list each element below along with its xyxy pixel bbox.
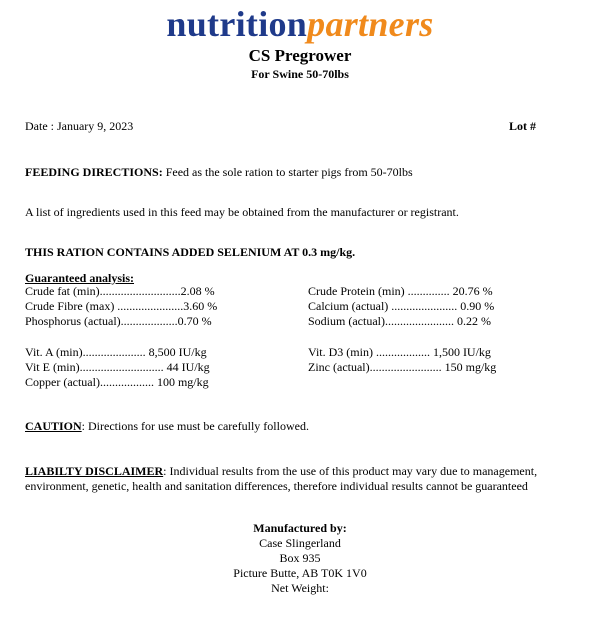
disclaimer-text-1: : Individual results from the use of this product may vary due to management, <box>163 464 538 478</box>
manufacturer-line: Picture Butte, AB T0K 1V0 <box>233 566 367 580</box>
logo-part-nutrition: nutrition <box>166 4 308 44</box>
analysis-left-row: Crude Fibre (max) ......................3.60 % <box>25 299 218 313</box>
manufacturer-line: Case Slingerland <box>259 536 341 550</box>
analysis-left-row: Phosphorus (actual)...................0.70 % <box>25 314 212 328</box>
vitamin-left-row: Vit. A (min)..................... 8,500 IU/kg <box>25 345 207 359</box>
product-subtitle: For Swine 50-70lbs <box>251 67 349 81</box>
analysis-heading: Guaranteed analysis: <box>25 271 135 285</box>
caution-label: CAUTION <box>25 419 82 433</box>
analysis-right-row: Crude Protein (min) .............. 20.76 % <box>308 284 493 298</box>
manufacturer-line: Box 935 <box>279 551 321 565</box>
lot-field: Lot # <box>509 119 536 133</box>
product-title: CS Pregrower <box>248 46 352 65</box>
caution-note <box>25 419 309 434</box>
feeding-label: FEEDING DIRECTIONS: <box>25 165 163 179</box>
disclaimer-label: LIABILTY DISCLAIMER <box>25 464 164 478</box>
vitamin-left-row: Vit E (min)............................ 44 IU/kg <box>25 360 210 374</box>
selenium-note: THIS RATION CONTAINS ADDED SELENIUM AT 0.3 mg/kg. <box>25 245 356 259</box>
disclaimer-line-1 <box>25 464 537 479</box>
vitamin-left-row: Copper (actual).................. 100 mg/kg <box>25 375 209 389</box>
vitamin-right-row: Zinc (actual)........................ 150 mg/kg <box>308 360 497 374</box>
brand-logo <box>0 2 600 46</box>
feeding-text: Feed as the sole ration to starter pigs from 50-70lbs <box>165 165 413 179</box>
vitamin-right-row: Vit. D3 (min) .................. 1,500 IU/kg <box>308 345 491 359</box>
ingredients-note: A list of ingredients used in this feed may be obtained from the manufacturer or registrant. <box>25 205 459 219</box>
caution-text: : Directions for use must be carefully followed. <box>81 419 309 433</box>
feeding-directions <box>25 165 413 180</box>
disclaimer-line-2: environment, genetic, health and sanitation differences, therefore individual results cannot be guaranteed <box>25 479 528 493</box>
manufacturer-heading: Manufactured by: <box>253 521 347 535</box>
analysis-left-row: Crude fat (min)...........................2.08 % <box>25 284 215 298</box>
date-field: Date : January 9, 2023 <box>25 119 134 133</box>
net-weight: Net Weight: <box>271 581 329 595</box>
analysis-right-row: Calcium (actual) ...................... 0.90 % <box>308 299 495 313</box>
analysis-right-row: Sodium (actual)....................... 0.22 % <box>308 314 491 328</box>
logo-part-partners: partners <box>307 4 434 44</box>
